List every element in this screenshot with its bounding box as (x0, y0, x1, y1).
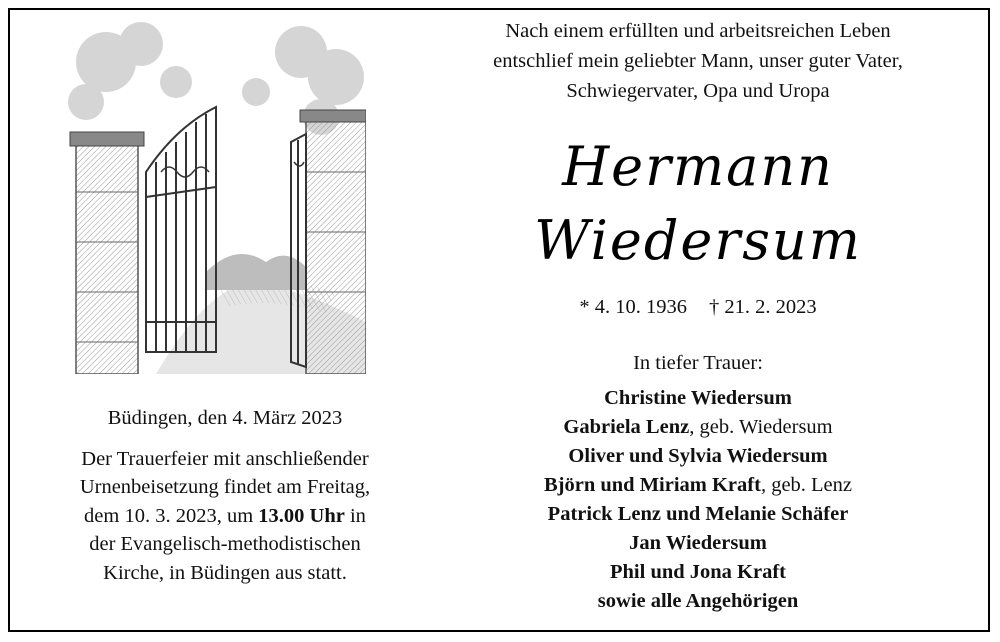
mourner (430, 471, 966, 500)
mourner (430, 413, 966, 442)
mourner-name: Phil und Jona Kraft (610, 561, 786, 583)
intro-line: entschlief mein geliebter Mann, unser guter Vater, (493, 50, 903, 72)
mourner-name: Patrick Lenz und Melanie Schäfer (547, 503, 849, 525)
mourning-heading: In tiefer Trauer: (633, 352, 763, 374)
garden-gate-illustration (66, 22, 366, 374)
left-column (30, 404, 420, 587)
birth-date: * 4. 10. 1936 (579, 296, 687, 318)
funeral-line-1: Der Trauerfeier mit anschließender (81, 447, 369, 470)
mourner-name: Björn und Miriam Kraft (543, 474, 761, 496)
deceased-first-name: Hermann (562, 135, 834, 198)
mourner (430, 384, 966, 413)
deceased-last-name: Wiedersum (534, 209, 862, 272)
funeral-line-3 (30, 502, 420, 531)
mourners-list (430, 384, 966, 616)
funeral-date-text: dem 10. 3. 2023, um (84, 504, 259, 527)
mourner-suffix: , geb. Lenz (760, 474, 853, 496)
place-date: Büdingen, den 4. März 2023 (107, 407, 343, 429)
life-dates (430, 292, 966, 322)
intro-line: Schwiegervater, Opa und Uropa (566, 80, 830, 102)
funeral-line-3-end: in (344, 504, 366, 527)
funeral-line-5: Kirche, in Büdingen aus statt. (103, 561, 347, 584)
mourner (430, 500, 966, 529)
mourner-suffix: , geb. Wiedersum (689, 416, 833, 438)
mourner (430, 442, 966, 471)
mourner-name: Gabriela Lenz (563, 416, 690, 438)
mourner-name: Christine Wiedersum (604, 387, 792, 409)
mourner (430, 558, 966, 587)
mourner (430, 529, 966, 558)
funeral-line-2: Urnenbeisetzung findet am Freitag, (79, 476, 371, 498)
funeral-time: 13.00 Uhr (258, 504, 345, 527)
right-pillar (300, 110, 366, 374)
funeral-notice (30, 445, 420, 588)
intro-line: Nach einem erfüllten und arbeitsreichen Leben (505, 20, 891, 42)
left-pillar (70, 132, 144, 374)
funeral-line-4: der Evangelisch-methodistischen (89, 533, 361, 555)
mourner-name: sowie alle Angehörigen (597, 590, 799, 612)
intro-text (430, 16, 966, 106)
death-date: † 21. 2. 2023 (709, 296, 817, 318)
mourner (430, 587, 966, 616)
right-column (430, 16, 966, 616)
mourner-name: Oliver und Sylvia Wiedersum (568, 445, 828, 467)
mourner-name: Jan Wiedersum (629, 532, 767, 554)
